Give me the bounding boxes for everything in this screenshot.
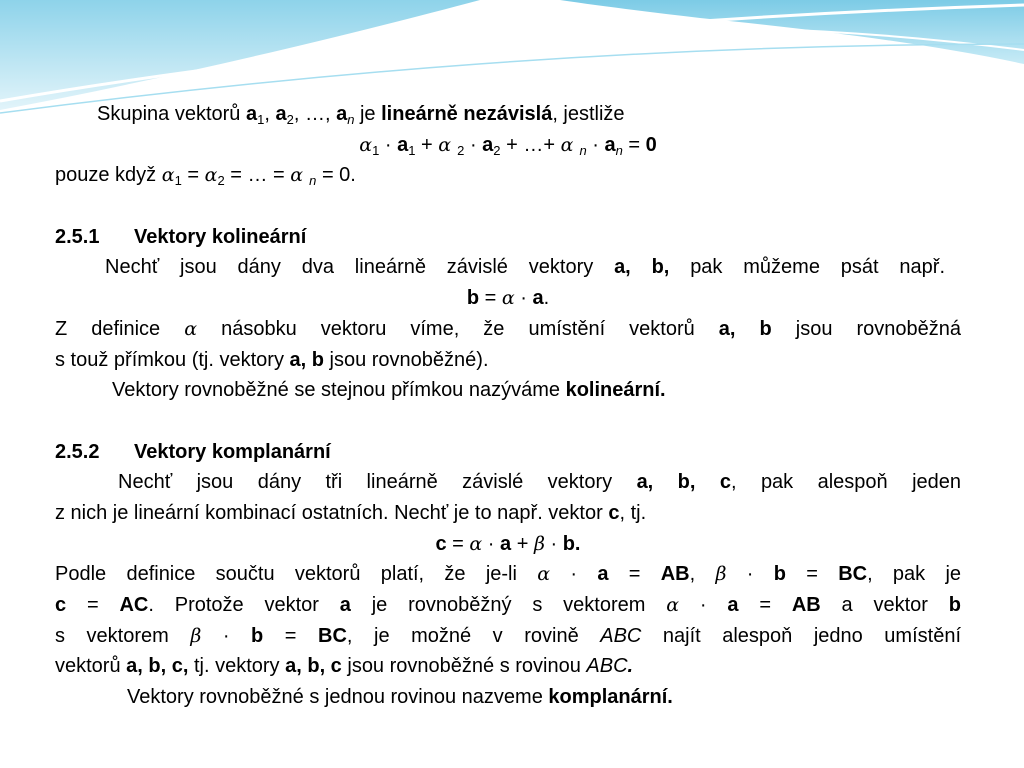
text-run: , jestliže xyxy=(552,103,625,125)
text-run: · xyxy=(379,133,398,156)
bold-text: AB xyxy=(791,594,821,616)
section-title: Vektory kolineární xyxy=(134,225,307,248)
greek-symbol: β xyxy=(190,624,202,647)
text-run: , je možné v rovině xyxy=(346,624,601,647)
greek-symbol: α xyxy=(290,164,310,187)
text-run: , pak alespoň jeden xyxy=(730,471,962,494)
text-run: jsou rovnoběžná xyxy=(771,317,962,340)
formula-line xyxy=(55,130,961,161)
greek-symbol: β xyxy=(533,532,545,555)
paragraph-line xyxy=(55,651,961,682)
definition-line xyxy=(55,682,961,713)
text-run: = xyxy=(479,287,502,310)
subscript: 2 xyxy=(286,112,294,127)
paragraph-line xyxy=(55,160,961,191)
section-heading xyxy=(55,222,961,253)
text-run: Vektory rovnoběžné s jednou rovinou nazveme xyxy=(127,686,549,709)
definition-line xyxy=(55,375,961,406)
italic-text: ABC xyxy=(586,655,628,678)
text-run: = xyxy=(66,594,120,616)
text-run: je xyxy=(354,103,382,125)
greek-symbol: α xyxy=(438,133,458,156)
bold-text: a, b, c xyxy=(285,655,342,678)
bold-text: a xyxy=(339,594,351,616)
bold-text: a xyxy=(500,532,512,555)
text-run: z nich je lineární kombinací ostatních. Nechť je to např. vektor xyxy=(55,501,609,524)
text-run: s touž přímkou (tj. vektory xyxy=(55,348,290,371)
bold-text: b. xyxy=(562,532,581,555)
subscript: 2 xyxy=(493,142,501,158)
italic-subscript: n xyxy=(615,142,623,158)
greek-symbol: α xyxy=(204,164,218,187)
bold-text: a xyxy=(482,133,494,156)
bold-text: a xyxy=(532,287,544,310)
text-run: tj. vektory xyxy=(188,655,286,678)
bold-text: a, b xyxy=(289,348,324,371)
text-run: vektorů xyxy=(55,655,127,678)
greek-symbol: α xyxy=(666,594,680,616)
subscript: 1 xyxy=(372,142,380,158)
text-run: = xyxy=(608,563,661,586)
bold-text: b xyxy=(773,563,786,586)
text-run: . Protože vektor xyxy=(148,594,340,616)
text-run: · xyxy=(464,133,483,156)
text-run: , …, xyxy=(293,103,337,125)
text-run: Nechť jsou dány dva lineárně závislé vektory xyxy=(105,256,615,279)
text-run: · xyxy=(726,563,774,586)
text-run: = xyxy=(181,164,205,187)
paragraph-line xyxy=(55,621,961,652)
greek-symbol: α xyxy=(184,317,198,340)
bold-text: b xyxy=(948,594,961,616)
text-run: · xyxy=(679,594,728,616)
bold-text: a xyxy=(336,103,348,125)
greek-symbol: α xyxy=(560,133,580,156)
text-run: · xyxy=(550,563,598,586)
text-run: · xyxy=(514,287,533,310)
bold-text: BC xyxy=(838,563,868,586)
text-run: , tj. xyxy=(619,501,647,524)
greek-symbol: α xyxy=(359,133,373,156)
formula-line xyxy=(55,283,961,314)
wave-left-band xyxy=(0,0,480,110)
greek-symbol: α xyxy=(469,532,483,555)
bold-text: kolineární. xyxy=(565,379,666,402)
text-run: = xyxy=(738,594,792,616)
text-run: = xyxy=(263,624,319,647)
italic-subscript: n xyxy=(347,112,355,127)
paragraph-line xyxy=(55,498,961,529)
bold-text: a xyxy=(604,133,616,156)
bold-text: c xyxy=(55,594,67,616)
text-run: pak můžeme psát např. xyxy=(669,256,945,279)
text-run: + xyxy=(511,532,534,555)
bold-text: lineárně nezávislá xyxy=(381,103,553,125)
greek-symbol: α xyxy=(501,287,515,310)
text-run: = 0. xyxy=(316,164,356,187)
bold-text: 0 xyxy=(645,133,657,156)
text-run: jsou rovnoběžné). xyxy=(323,348,489,371)
paragraph-line xyxy=(55,99,961,130)
bold-text: c xyxy=(435,532,447,555)
subscript: 1 xyxy=(174,173,182,189)
text-run: = xyxy=(622,133,646,156)
bold-text: a xyxy=(397,133,409,156)
text-run: Skupina vektorů xyxy=(97,103,246,125)
subscript: 1 xyxy=(408,142,416,158)
formula-line xyxy=(55,529,961,560)
text-run: , xyxy=(264,103,276,125)
text-run: s vektorem xyxy=(55,624,191,647)
paragraph-line xyxy=(55,252,961,283)
text-run: + …+ xyxy=(500,133,561,156)
subscript: 1 xyxy=(257,112,265,127)
greek-symbol: α xyxy=(161,164,175,187)
text-run: je rovnoběžný s vektorem xyxy=(350,594,667,616)
bold-text: b xyxy=(251,624,264,647)
section-title: Vektory komplanární xyxy=(134,440,331,463)
greek-symbol: α xyxy=(537,563,551,586)
subscript: 2 xyxy=(457,142,465,158)
bold-text: a xyxy=(727,594,739,616)
text-run: = xyxy=(446,532,470,555)
paragraph-line xyxy=(55,590,961,621)
bold-text: BC xyxy=(318,624,347,647)
italic-text: ABC xyxy=(600,624,642,647)
text-run: , xyxy=(689,563,716,586)
text-run: + xyxy=(415,133,439,156)
text-run: násobku vektoru víme, že umístění vektorů xyxy=(197,317,719,340)
bold-text: b xyxy=(466,287,480,310)
text-run: Nechť jsou dány tři lineárně závislé vektory xyxy=(118,471,637,494)
slide-content xyxy=(55,99,961,713)
text-run: Z definice xyxy=(55,317,185,340)
text-run: jsou rovnoběžné s rovinou xyxy=(341,655,587,678)
paragraph-line xyxy=(55,314,961,345)
bold-text: AB xyxy=(660,563,690,586)
text-run: = xyxy=(785,563,839,586)
bold-text: AC xyxy=(119,594,149,616)
italic-subscript: n xyxy=(579,142,587,158)
text-run: Vektory rovnoběžné se stejnou přímkou nazýváme xyxy=(112,379,566,402)
text-run: = … = xyxy=(224,164,291,187)
subscript: 2 xyxy=(217,173,225,189)
bold-text: a, b, c, xyxy=(126,655,189,678)
section-heading xyxy=(55,437,961,468)
paragraph-line xyxy=(55,345,961,376)
bold-text: a xyxy=(275,103,287,125)
text-run: . xyxy=(543,287,550,310)
bold-text: a, b, xyxy=(614,256,670,279)
bold-text: a, b, c xyxy=(636,471,731,494)
bold-text: c xyxy=(608,501,620,524)
section-number: 2.5.1 xyxy=(55,225,100,248)
text-run: najít alespoň jedno umístění xyxy=(641,624,961,647)
bold-text: komplanární. xyxy=(548,686,673,709)
italic-subscript: n xyxy=(309,173,317,189)
blank-line xyxy=(55,406,961,437)
bold-text: a xyxy=(245,103,258,125)
paragraph-line xyxy=(55,559,961,590)
bold-text: a xyxy=(597,563,609,586)
blank-line xyxy=(55,191,961,222)
bold-italic-text: . xyxy=(627,655,634,678)
text-run: , pak je xyxy=(867,563,962,586)
text-run: a vektor xyxy=(820,594,949,616)
bold-text: a, b xyxy=(718,317,772,340)
text-run: pouze když xyxy=(55,164,162,187)
text-run: Podle definice součtu vektorů platí, že je-li xyxy=(55,563,538,586)
section-number: 2.5.2 xyxy=(55,440,100,463)
text-run: · xyxy=(586,133,605,156)
paragraph-line xyxy=(55,467,961,498)
text-run: · xyxy=(201,624,252,647)
greek-symbol: β xyxy=(715,563,727,586)
text-run: · xyxy=(482,532,501,555)
text-run: · xyxy=(544,532,563,555)
